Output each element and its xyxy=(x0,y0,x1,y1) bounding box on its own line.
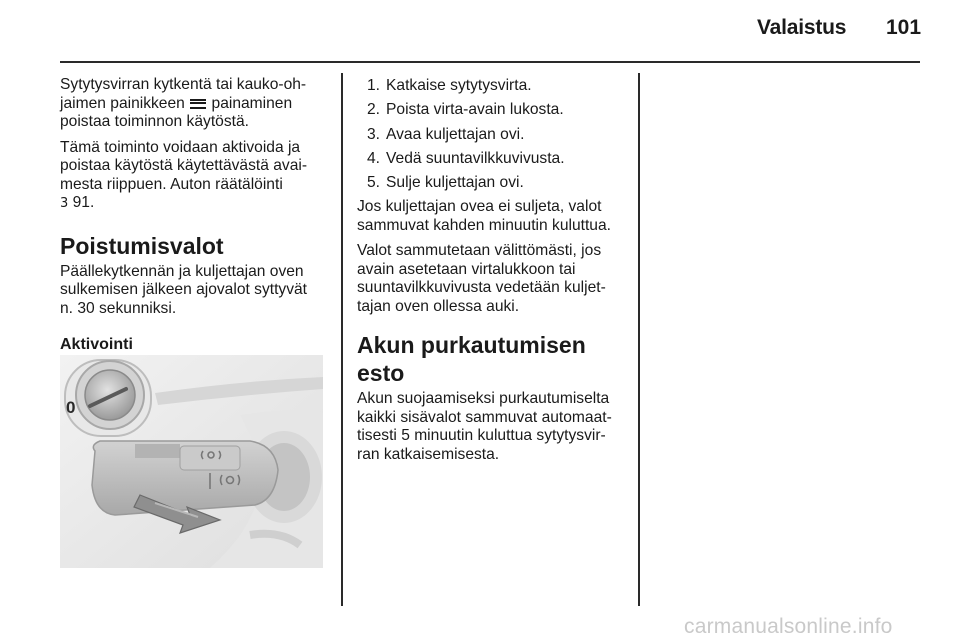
paragraph-door-not-closed: Jos kuljettajan ovea ei suljeta, valot sammuvat kahden minuutin kuluttua. xyxy=(357,198,611,234)
turn-signal-lever-illustration xyxy=(60,355,323,568)
watermark: carmanualsonline.info xyxy=(684,615,893,638)
list-item: 2. Poista virta-avain lukosta. xyxy=(366,101,564,119)
paragraph-button-disable: Sytytysvirran kytkentä tai kauko-oh- jaimen painikkeen painaminen poistaa toiminnon käytöstä. xyxy=(60,76,307,130)
list-item: 5. Sulje kuljettajan ovi. xyxy=(366,174,524,192)
header-divider xyxy=(60,61,920,63)
paragraph-battery-protection: Akun suojaamiseksi purkautumiselta kaikki sisävalot sammuvat automaat- tisesti 5 minuutin kuluttua sytytysvir- ran katkaisemisesta. xyxy=(357,390,612,463)
section-heading-battery-discharge: Akun purkautumisen esto xyxy=(357,332,586,387)
steps-list xyxy=(357,77,633,193)
ignition-position-label: 0 xyxy=(66,398,76,417)
list-item: 3. Avaa kuljettajan ovi. xyxy=(366,125,525,143)
middle-column xyxy=(357,77,633,471)
list-item: 4. Vedä suuntavilkkuvivusta. xyxy=(366,149,565,167)
page-title: Valaistus xyxy=(757,16,847,39)
left-column xyxy=(60,76,332,355)
cross-reference-link[interactable]: 91. xyxy=(72,194,95,211)
column-divider-left xyxy=(341,73,343,606)
page-number: 101 xyxy=(886,16,922,39)
subheading-activation: Aktivointi xyxy=(60,336,133,353)
paragraph-activation-info: Tämä toiminto voidaan aktivoida ja poistaa käytöstä käytettävästä avai- mesta riippuen. Auton räätälöinti 3 91. xyxy=(60,138,308,211)
paragraph-lights-off: Valot sammutetaan välittömästi, jos avain asetetaan virtalukkoon tai suuntavilkkuvivusta vedetään kuljet- tajan oven ollessa auki. xyxy=(357,242,606,315)
list-item: 1. Katkaise sytytysvirta. xyxy=(366,77,532,94)
light-switch-button-icon xyxy=(190,99,206,109)
cross-reference-icon: 3 xyxy=(60,196,69,211)
section-heading-exit-lights: Poistumisvalot xyxy=(60,232,224,259)
column-divider-right xyxy=(638,73,640,606)
paragraph-exit-lights: Päällekytkennän ja kuljettajan oven sulkemisen jälkeen ajovalot syttyvät n. 30 sekunniksi. xyxy=(60,262,308,317)
